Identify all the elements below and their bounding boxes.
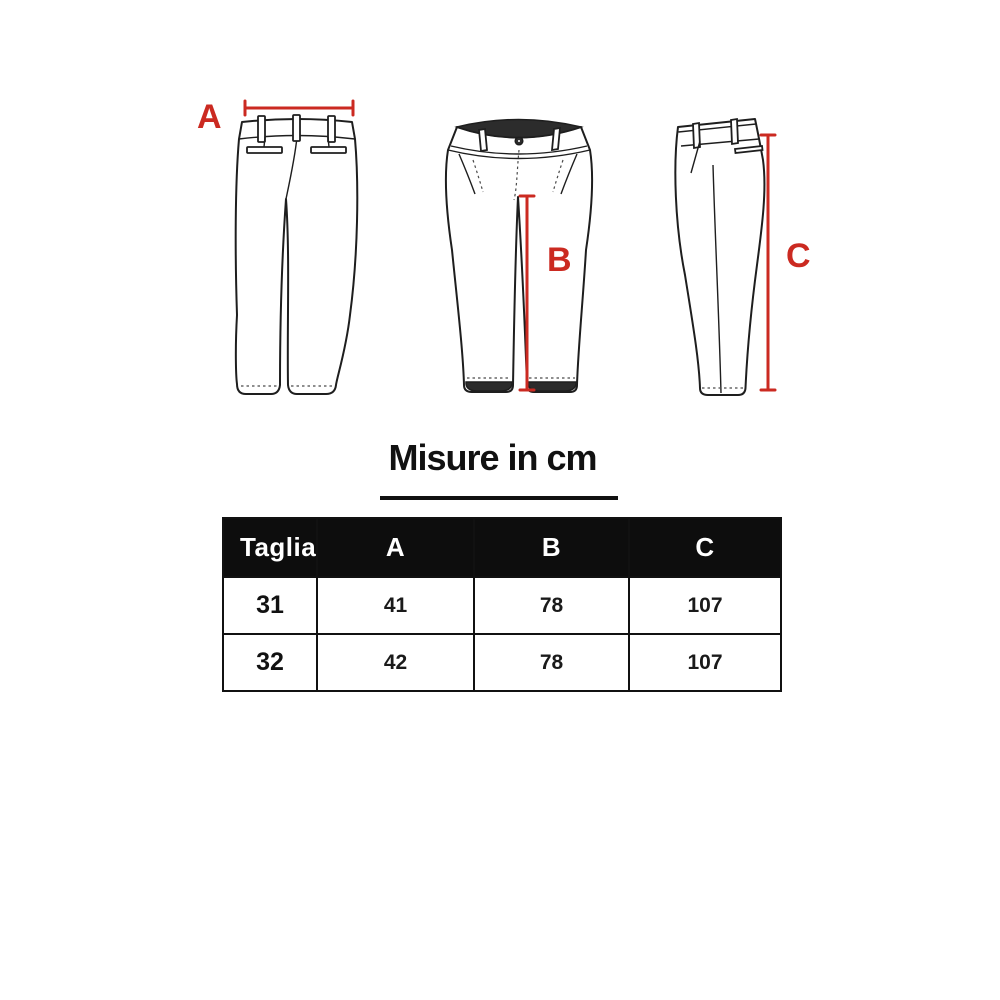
cell-c: 107 (629, 577, 781, 634)
column-header-taglia: Taglia (223, 518, 317, 577)
column-header-c: C (629, 518, 781, 577)
size-table (222, 517, 782, 692)
page-title: Misure in cm (388, 437, 597, 478)
cell-taglia: 32 (223, 634, 317, 691)
table-header-row (223, 518, 781, 577)
column-header-a: A (317, 518, 474, 577)
cell-b: 78 (474, 577, 629, 634)
pants-side-view (655, 105, 845, 405)
belt-loop (258, 116, 265, 142)
back-pocket-welt (247, 147, 282, 153)
cell-taglia: 31 (223, 577, 317, 634)
measure-label-b: B (547, 241, 572, 279)
pants-front-view (435, 100, 615, 410)
belt-loop (293, 115, 300, 141)
measure-label-c: C (786, 237, 811, 275)
measure-label-a: A (197, 98, 222, 136)
back-pocket-welt (311, 147, 346, 153)
belt-loop (552, 128, 560, 150)
belt-loop (479, 129, 487, 151)
pants-front-drawing (435, 100, 615, 410)
table-row (223, 634, 781, 691)
pants-side-drawing (655, 105, 845, 405)
belt-loop (731, 119, 738, 144)
cell-a: 41 (317, 577, 474, 634)
column-header-b: B (474, 518, 629, 577)
table-row (223, 577, 781, 634)
cell-a: 42 (317, 634, 474, 691)
belt-loop (328, 116, 335, 142)
title-underline (380, 496, 618, 500)
hem-opening (466, 382, 512, 391)
cell-b: 78 (474, 634, 629, 691)
cell-c: 107 (629, 634, 781, 691)
dimension-line-a (245, 101, 353, 115)
